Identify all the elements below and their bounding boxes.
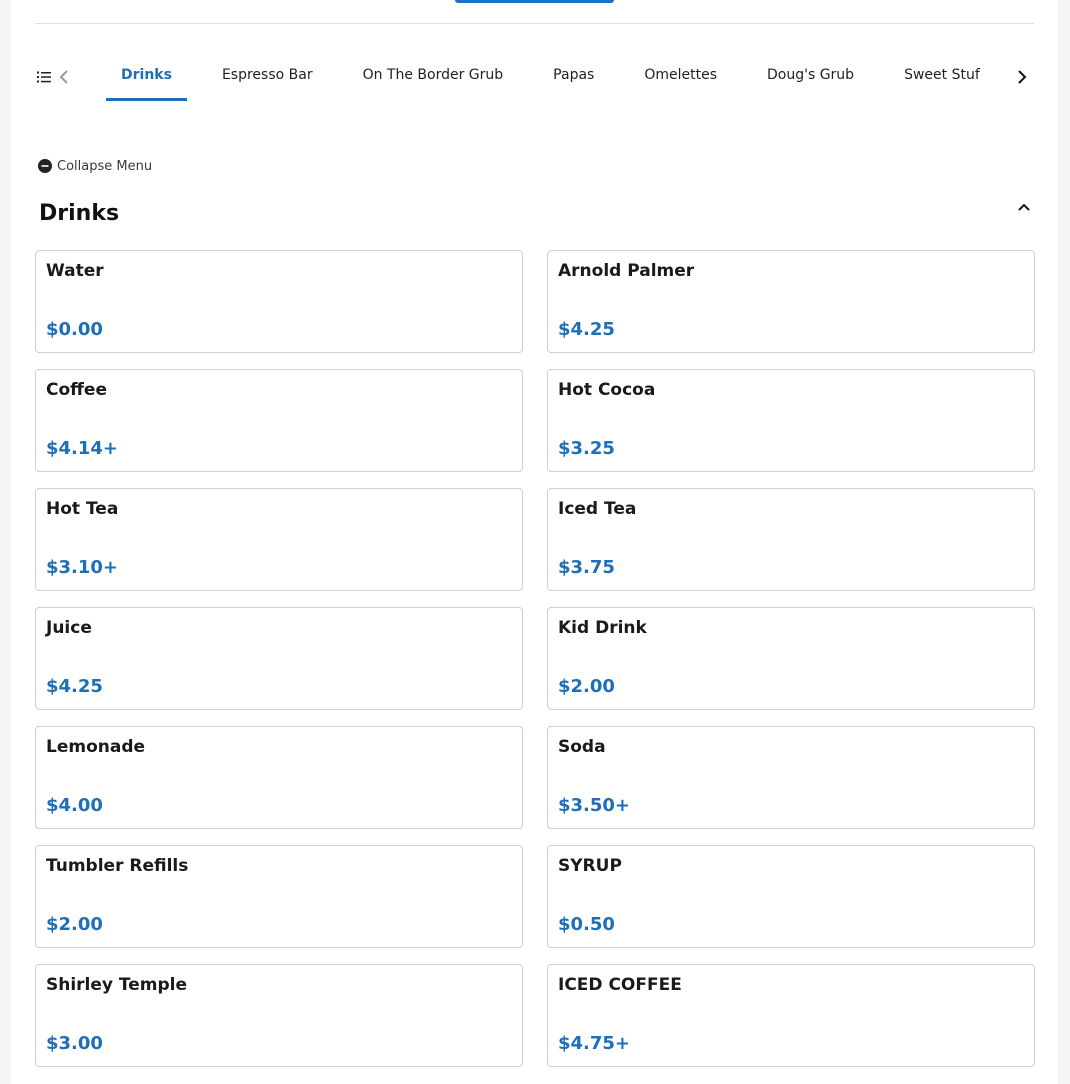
menu-item-name: Tumbler Refills xyxy=(46,856,189,876)
tab-on-the-border-grub[interactable]: On The Border Grub xyxy=(362,67,504,83)
menu-item-name: Arnold Palmer xyxy=(558,261,695,281)
menu-item-price: $3.25 xyxy=(558,438,615,459)
menu-item-card[interactable] xyxy=(35,488,523,591)
menu-item-card[interactable] xyxy=(547,607,1035,710)
menu-item-price: $2.00 xyxy=(558,676,615,697)
menu-item-card[interactable] xyxy=(547,488,1035,591)
menu-item-name: Shirley Temple xyxy=(46,975,188,995)
tab-omelettes[interactable]: Omelettes xyxy=(644,67,717,83)
menu-item-price: $4.00 xyxy=(46,795,103,816)
menu-item-name: Soda xyxy=(558,737,606,757)
tab-drinks[interactable]: Drinks xyxy=(106,48,187,102)
menu-item-price: $3.00 xyxy=(46,1033,103,1054)
menu-item-card[interactable] xyxy=(35,726,523,829)
menu-item-card[interactable] xyxy=(547,250,1035,353)
list-icon[interactable] xyxy=(37,71,51,83)
menu-item-name: ICED COFFEE xyxy=(558,975,682,995)
collapse-menu-label: Collapse Menu xyxy=(57,158,153,174)
chevron-up-icon[interactable] xyxy=(1017,202,1031,212)
menu-item-card[interactable] xyxy=(547,845,1035,948)
menu-item-card[interactable] xyxy=(547,726,1035,829)
menu-item-name: Coffee xyxy=(46,380,107,400)
menu-item-price: $3.75 xyxy=(558,557,615,578)
menu-item-price: $3.10+ xyxy=(46,557,119,578)
menu-item-name: Water xyxy=(46,261,104,281)
menu-item-price: $0.00 xyxy=(46,319,103,340)
menu-item-price: $4.25 xyxy=(46,676,103,697)
menu-item-price: $4.25 xyxy=(558,319,615,340)
tab-espresso-bar[interactable]: Espresso Bar xyxy=(221,67,313,83)
category-tab-bar xyxy=(35,48,1034,102)
menu-item-name: Juice xyxy=(46,618,92,638)
tab-dougs-grub[interactable]: Doug's Grub xyxy=(767,67,855,83)
chevron-right-icon[interactable] xyxy=(1017,69,1027,85)
menu-item-grid xyxy=(35,250,1034,1067)
menu-item-card[interactable] xyxy=(35,250,523,353)
menu-item-price: $0.50 xyxy=(558,914,615,935)
menu-item-card[interactable] xyxy=(547,369,1035,472)
menu-item-name: SYRUP xyxy=(558,856,622,876)
collapse-menu-button[interactable] xyxy=(38,158,152,174)
menu-item-name: Kid Drink xyxy=(558,618,647,638)
menu-item-card[interactable] xyxy=(35,369,523,472)
menu-item-name: Hot Cocoa xyxy=(558,380,656,400)
section-title: Drinks xyxy=(39,201,120,226)
menu-item-card[interactable] xyxy=(35,607,523,710)
menu-item-name: Iced Tea xyxy=(558,499,637,519)
minus-circle-icon xyxy=(38,159,52,173)
menu-item-price: $4.14+ xyxy=(46,438,119,459)
menu-item-card[interactable] xyxy=(547,964,1035,1067)
tab-sweet-stuf[interactable]: Sweet Stuf xyxy=(904,67,980,83)
menu-item-name: Hot Tea xyxy=(46,499,119,519)
divider xyxy=(35,23,1034,24)
menu-item-name: Lemonade xyxy=(46,737,146,757)
top-action-button[interactable] xyxy=(455,0,614,3)
tab-papas[interactable]: Papas xyxy=(553,67,595,83)
menu-item-card[interactable] xyxy=(35,964,523,1067)
menu-page xyxy=(11,0,1058,1084)
menu-item-price: $3.50+ xyxy=(558,795,631,816)
chevron-left-icon[interactable] xyxy=(59,69,69,85)
menu-item-price: $2.00 xyxy=(46,914,103,935)
category-tabs xyxy=(106,48,1006,102)
menu-item-card[interactable] xyxy=(35,845,523,948)
menu-item-price: $4.75+ xyxy=(558,1033,631,1054)
